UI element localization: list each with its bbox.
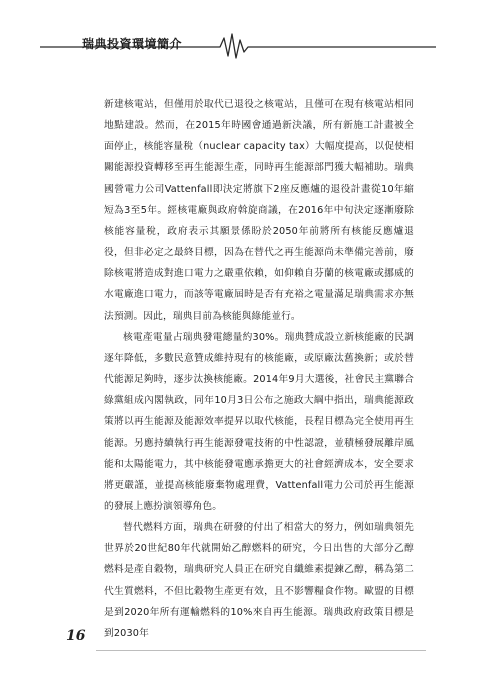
paragraph-alternative-fuels: 替代燃料方面，瑞典在研發的付出了相當大的努力，例如瑞典領先世界於20世紀80年代就開始乙醇燃料的研究，今日出售的大部分乙醇燃料是產自穀物，瑞典研究人員正在研究自纖維素提鍊乙醇，稱為第二代生質燃料，不但比穀物生產更有效，且不影響糧食作物。歐盟的目標是到2020年所有運輸燃料的10%來自再生能源。瑞典政府政策目標是到2030年: [104, 522, 414, 639]
page-header: [0, 26, 480, 66]
paragraph-nuclear-policy: 新建核電站，但僅用於取代已退役之核電站，且僅可在現有核電站相同地點建設。然而，在2015年時國會通過新決議，所有新施工計畫被全面停止，核能容量稅（nuclear capacity tax）大幅度提高，以促使相關能源投資轉移至再生能源生產，同時再生能源部門獲大幅補助。瑞典國營電力公司Vattenfall即決定將旗下2座反應爐的退役計畫從10年縮短為3至5年。經核電廠與政府斡旋商議，在2016年中旬決定逐漸廢除核能容量稅，政府表示其願景係盼於2050年前將所有核能反應爐退役，但非必定之最終目標，因為在替代之再生能源尚未準備完善前，廢除核電將造成對進口電力之嚴重依賴，如仰賴自芬蘭的核電廠或挪威的水電廠進口電力，而該等電廠屆時是否有充裕之電量滿足瑞典需求亦無法預測。因此，瑞典目前為核能與綠能並行。: [104, 99, 414, 322]
header-title: 瑞典投資環境簡介: [82, 37, 183, 51]
footer-rule: [96, 650, 426, 651]
paragraph-nuclear-share: 核電產電量占瑞典發電總量約30%。瑞典贊成設立新核能廠的民調逐年降低，多數民意贊成維持現有的核能廠，或原廠汰舊換新；或於替代能源足夠時，逐步汰換核能廠。2014年9月大選後，社會民主黨聯合綠黨組成內閣執政，同年10月3日公布之施政大綱中指出，瑞典能源政策將以再生能源及能源效率提昇以取代核能，長程目標為完全使用再生能源。另應持續執行再生能源發電技術的中性認證，並積極發展離岸風能和太陽能電力，其中核能發電應承擔更大的社會經濟成本，安全要求將更嚴謹，並提高核能廢棄物處理費，Vattenfall電力公司於再生能源的發展上應扮演領導角色。: [104, 331, 414, 512]
body-text: [104, 94, 414, 644]
header-heartbeat-decoration: [0, 26, 480, 66]
page-number: 16: [66, 628, 86, 644]
